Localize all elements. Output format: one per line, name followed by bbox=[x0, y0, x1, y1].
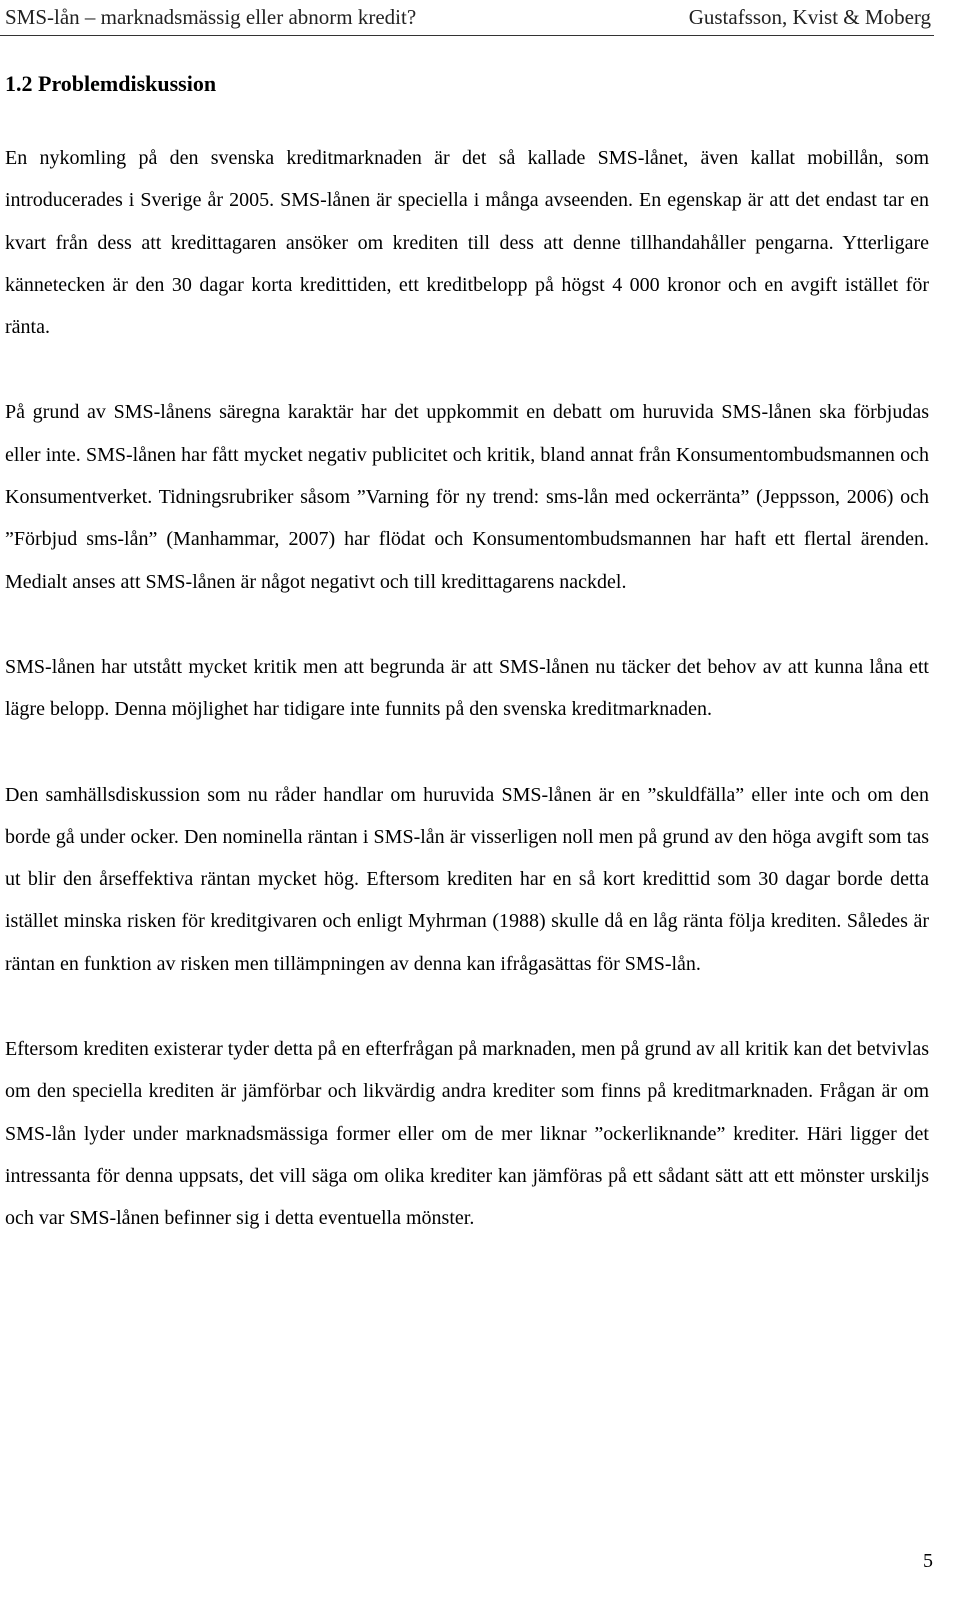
header-authors: Gustafsson, Kvist & Moberg bbox=[688, 4, 931, 29]
header-title: SMS-lån – marknadsmässig eller abnorm kredit? bbox=[5, 4, 417, 29]
section-heading: 1.2 Problemdiskussion bbox=[5, 71, 217, 96]
page-number: 5 bbox=[923, 1550, 933, 1572]
document-body bbox=[5, 137, 929, 1283]
paragraph-debate: På grund av SMS-lånens säregna karaktär har det uppkommit en debatt om huruvida SMS-lånen ska förbjudas eller inte. SMS-lånen har fått mycket negativ publicitet och kritik, bland annat från Konsumentombudsmannen och Konsumentverket. Tidningsrubriker såsom ”Varning för ny trend: sms-lån med ockerränta” (Jeppsson, 2006) och ”Förbjud sms-lån” (Manhammar, 2007) har flödat och Konsumentombudsmannen har haft ett flertal ärenden. Medialt anses att SMS-lånen är något negativt och till kredittagarens nackdel. bbox=[5, 401, 929, 593]
paragraph-purpose: Eftersom krediten existerar tyder detta på en efterfrågan på marknaden, men på grund av all kritik kan det betvivlas om den speciella krediten är jämförbar och likvärdig andra krediter som finns på kreditmarknaden. Frågan är om SMS-lån lyder under marknadsmässiga former eller om de mer liknar ”ockerliknande” krediter. Häri ligger det intressanta för denna uppsats, det vill säga om olika krediter kan jämföras på ett sådant sätt att ett mönster urskiljs och var SMS-lånen befinner sig i detta eventuella mönster. bbox=[5, 1038, 929, 1230]
running-header bbox=[5, 0, 931, 34]
paragraph-discussion: Den samhällsdiskussion som nu råder handlar om huruvida SMS-lånen är en ”skuldfälla” eller inte och om den borde gå under ocker. Den nominella räntan i SMS-lån är visserligen noll men på grund av den höga avgift som tas ut blir den årseffektiva räntan mycket hög. Eftersom krediten har en så kort kredittid som 30 dagar borde detta istället minska risken för kreditgivaren och enligt Myhrman (1988) skulle då en låg ränta följa krediten. Således är räntan en funktion av risken men tillämpningen av denna kan ifrågasättas för SMS-lån. bbox=[5, 783, 929, 975]
header-divider bbox=[0, 35, 934, 36]
paragraph-intro: En nykomling på den svenska kreditmarknaden är det så kallade SMS-lånet, även kallat mobillån, som introducerades i Sverige år 2005. SMS-lånen är speciella i många avseenden. En egenskap är att det endast tar en kvart från dess att kredittagaren ansöker om krediten till dess att denne tillhandahåller pengarna. Ytterligare kännetecken är den 30 dagar korta kredittiden, ett kreditbelopp på högst 4 000 kronor och en avgift istället för ränta. bbox=[5, 147, 929, 339]
paragraph-criticism: SMS-lånen har utstått mycket kritik men att begrunda är att SMS-lånen nu täcker det behov av att kunna låna ett lägre belopp. Denna möjlighet har tidigare inte funnits på den svenska kreditmarknaden. bbox=[5, 655, 929, 721]
